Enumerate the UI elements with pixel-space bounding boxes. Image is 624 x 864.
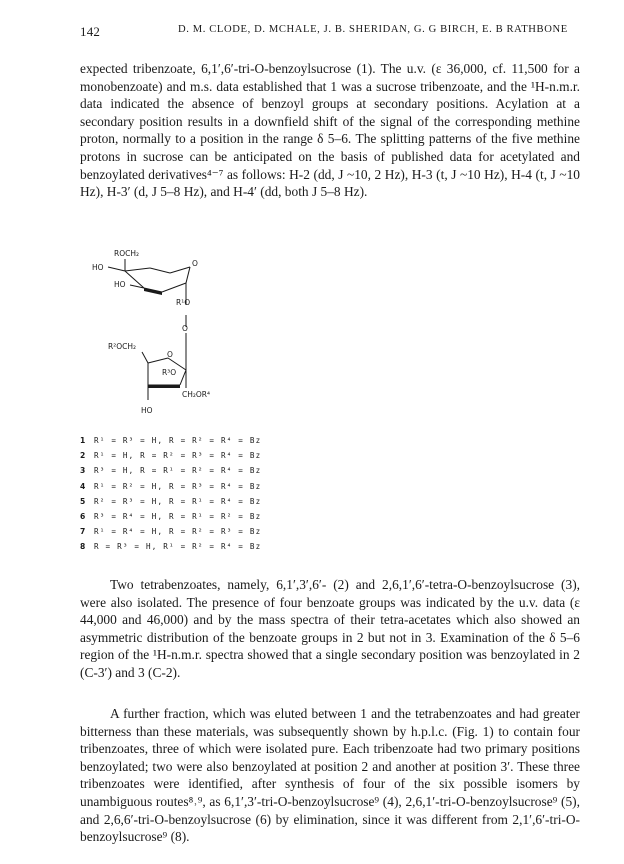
compound-definition: R = R³ = H, R¹ = R² = R⁴ = Bz [94, 542, 262, 552]
label-ring-oxygen-1: O [192, 259, 198, 268]
compound-definition: R¹ = R⁴ = H, R = R² = R³ = Bz [94, 527, 262, 537]
label-r2och2: R²OCH₂ [108, 342, 137, 351]
list-item [80, 512, 310, 527]
structure-drawing [78, 245, 278, 427]
compound-definition: R¹ = R² = H, R = R³ = R⁴ = Bz [94, 481, 262, 491]
compound-number: 2 [80, 451, 87, 461]
label-ho-top: HO [92, 263, 104, 272]
paragraph-2: Two tetrabenzoates, namely, 6,1′,3′,6′- (2) and 2,6,1′,6′-tetra-O-benzoylsucrose (3), were also isolated. The presence of four benzoate groups was indicated by the u.v. data (ε 44,000 and 46,000) and by the mass spectra of their tetra-acetates which also showed an asymmetric distribution of the benzoate groups in 2 but not in 3. Examination of the δ 5–6 region of the ¹H-n.m.r. spectra showed that a single secondary position was benzoylated in 2 (C-3′) and 3 (C-2). [80, 577, 580, 680]
list-item [80, 497, 310, 512]
list-item [80, 527, 310, 542]
compound-number: 8 [80, 542, 87, 552]
compound-number: 4 [80, 481, 87, 491]
label-ho-bottom: HO [141, 406, 153, 415]
label-ch2or4: CH₂OR⁴ [182, 390, 211, 399]
compound-list [80, 436, 310, 558]
compound-definition: R³ = R⁴ = H, R = R¹ = R² = Bz [94, 511, 262, 521]
compound-definition: R³ = H, R = R¹ = R² = R⁴ = Bz [94, 466, 262, 476]
label-ring-oxygen-2: O [167, 350, 173, 359]
list-item [80, 436, 310, 451]
compound-number: 5 [80, 496, 87, 506]
label-r3o: R³O [162, 368, 177, 377]
list-item [80, 451, 310, 466]
compound-definition: R¹ = H, R = R² = R³ = R⁴ = Bz [94, 451, 262, 461]
running-header [80, 24, 576, 46]
label-roch2: ROCH₂ [114, 249, 139, 258]
sucrose-structure-diagram [78, 245, 278, 427]
compound-number: 6 [80, 511, 87, 521]
compound-definition: R² = R³ = H, R = R¹ = R⁴ = Bz [94, 496, 262, 506]
compound-number: 1 [80, 436, 87, 445]
label-glycosidic-oxygen: O [182, 324, 188, 333]
label-ho-middle: HO [114, 280, 126, 289]
list-item [80, 466, 310, 481]
page-number: 142 [80, 24, 101, 39]
compound-number: 7 [80, 527, 87, 537]
paragraph-3: A further fraction, which was eluted between 1 and the tetrabenzoates and had greater bitterness than these materials, was subsequently shown by h.p.l.c. (Fig. 1) to contain four tribenzoates, three of which were isolated pure. Each tribenzoate had two primary positions benzoylated; two were also benzoylated at position 2 and another at position 3′. These three tribenzoates were identified, after synthesis of four of the six possible isomers by unambiguous routes⁸˒⁹, as 6,1′,3′-tri-O-benzoylsucrose⁹ (4), 2,6,1′-tri-O-benzoylsucrose⁹ (5), and 2,6,6′-tri-O-benzoylsucrose (6) by elimination, since it was different from 2,1′,6′-tri-O-benzoylsucrose⁹ (8). [80, 706, 580, 845]
paragraph-1: expected tribenzoate, 6,1′,6′-tri-O-benzoylsucrose (1). The u.v. (ε 36,000, cf. 11,500 for a monobenzoate) and m.s. data established that 1 was a sucrose tribenzoate, and the ¹H-n.m.r. data indicated the absence of benzoyl groups at secondary positions. Acylation at a secondary position results in a downfield shift of the signal of the corresponding methine proton, normally to a position in the range δ 5–6. The splitting patterns of the five methine protons in sucrose can be anticipated on the basis of published data for acetylated and benzoylated derivatives⁴⁻⁷ as follows: H-2 (dd, J ~10, 2 Hz), H-3 (t, J ~10 Hz), H-4 (t, J ~10 Hz), H-3′ (d, J 5–8 Hz), and H-4′ (dd, both J 5–8 Hz). [80, 61, 580, 200]
compound-definition: R¹ = R³ = H, R = R² = R⁴ = Bz [94, 436, 262, 445]
author-line: D. M. CLODE, D. MCHALE, J. B. SHERIDAN, G. G BIRCH, E. B RATHBONE [178, 24, 568, 35]
compound-number: 3 [80, 466, 87, 476]
list-item [80, 542, 310, 557]
label-r1o: R¹O [176, 298, 191, 307]
list-item [80, 482, 310, 497]
